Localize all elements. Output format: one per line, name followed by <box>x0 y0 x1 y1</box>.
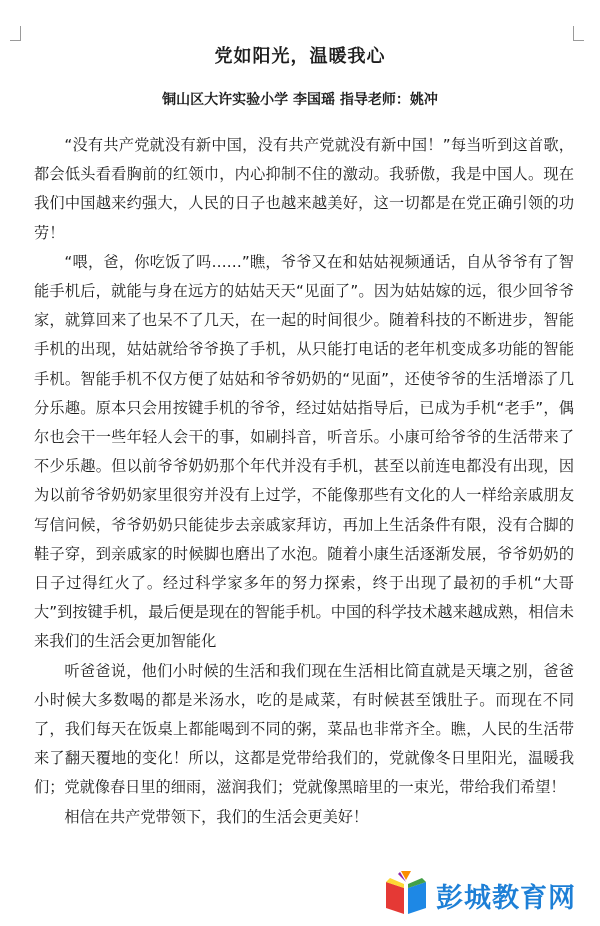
page-corner-mark-right <box>573 26 584 41</box>
article-title: 党如阳光，温暖我心 <box>214 46 386 67</box>
author-byline: 铜山区大许实验小学 李国瑶 指导老师：姚冲 <box>162 92 438 108</box>
article-body <box>34 131 574 832</box>
paragraph-3: 听爸爸说，他们小时候的生活和我们现在生活相比简直就是天壤之别，爸爸小时候大多数喝的都是米汤水，吃的是咸菜，有时候甚至饿肚子。而现在不同了，我们每天在饭桌上都能喝到不同的粥，菜品也非常齐全。瞧，人民的生活带来了翻天覆地的变化！所以，这都是党带给我们的，党就像冬日里阳光，温暖我们；党就像春日里的细雨，滋润我们；党就像黑暗里的一束光，带给我们希望！ <box>34 661 574 797</box>
page-corner-mark-left <box>10 26 21 41</box>
book-logo-icon <box>380 868 432 918</box>
watermark-text: 彭城教育网 <box>436 883 576 914</box>
watermark-logo <box>380 868 596 918</box>
paragraph-1: “没有共产党就没有新中国，没有共产党就没有新中国！”每当听到这首歌，都会低头看看胸前的红领巾，内心抑制不住的激动。我骄傲，我是中国人。现在我们中国越来约强大，人民的日子也越来越美好，这一切都是在党正确引领的功劳！ <box>34 136 574 242</box>
paragraph-2: “喂，爸，你吃饭了吗……”瞧，爷爷又在和姑姑视频通话，自从爷爷有了智能手机后，就能与身在远方的姑姑天天“见面了”。因为姑姑嫁的远，很少回爷爷家，就算回来了也呆不了几天，在一起的时间很少。随着科技的不断进步，智能手机的出现，姑姑就给爷爷换了手机，从只能打电话的老年机变成多功能的智能手机。智能手机不仅方便了姑姑和爷爷奶奶的“见面”，还使爷爷的生活增添了几分乐趣。原本只会用按键手机的爷爷，经过姑姑指导后，已成为手机“老手”，偶尔也会干一些年轻人会干的事，如刷抖音，听音乐。小康可给爷爷的生活带来了不少乐趣。但以前爷爷奶奶那个年代并没有手机，甚至以前连电都没有出现，因为以前爷爷奶奶家里很穷并没有上过学，不能像那些有文化的人一样给亲戚朋友写信问候，爷爷奶奶只能徒步去亲戚家拜访，再加上生活条件有限，没有合脚的鞋子穿，到亲戚家的时候脚也磨出了水泡。随着小康生活逐渐发展，爷爷奶奶的日子过得红火了。经过科学家多年的努力探索，终于出现了最初的手机“大哥大”到按键手机，最后便是现在的智能手机。中国的科学技术越来越成熟，相信未来我们的生活会更加智能化 <box>34 252 574 651</box>
paragraph-4: 相信在共产党带领下，我们的生活会更美好！ <box>64 807 369 826</box>
